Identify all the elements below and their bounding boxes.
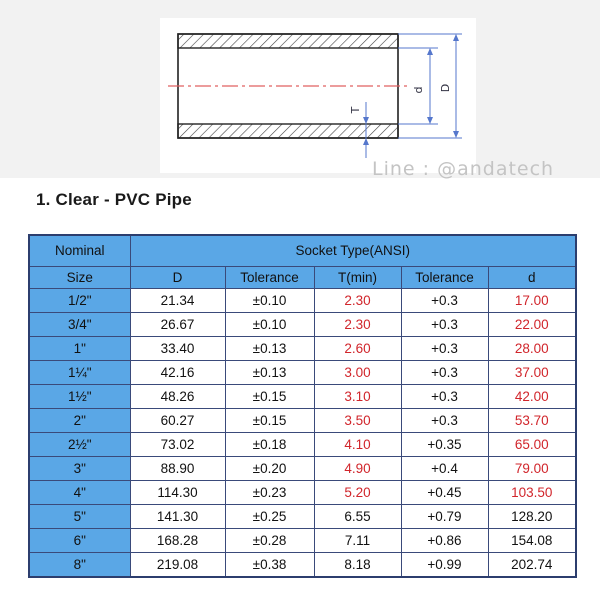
size-cell: 4" <box>29 480 130 504</box>
pipe-cross-section-drawing <box>160 18 476 173</box>
table-row <box>29 552 576 577</box>
T-min-cell: 3.50 <box>314 408 401 432</box>
d-cell: 128.20 <box>488 504 576 528</box>
tolerance-T-cell: +0.3 <box>401 312 488 336</box>
size-cell: 3/4" <box>29 312 130 336</box>
T-min-cell: 2.30 <box>314 288 401 312</box>
d-cell: 53.70 <box>488 408 576 432</box>
col-header-tolerance-D: Tolerance <box>225 266 314 288</box>
table-row <box>29 384 576 408</box>
tolerance-D-cell: ±0.15 <box>225 408 314 432</box>
T-min-cell: 2.30 <box>314 312 401 336</box>
d-cell: 37.00 <box>488 360 576 384</box>
D-cell: 168.28 <box>130 528 225 552</box>
T-min-cell: 7.11 <box>314 528 401 552</box>
table-row <box>29 336 576 360</box>
tolerance-D-cell: ±0.38 <box>225 552 314 577</box>
D-cell: 33.40 <box>130 336 225 360</box>
table-row <box>29 456 576 480</box>
table-row <box>29 288 576 312</box>
D-cell: 26.67 <box>130 312 225 336</box>
T-min-cell: 3.00 <box>314 360 401 384</box>
size-cell: 1" <box>29 336 130 360</box>
tolerance-D-cell: ±0.13 <box>225 360 314 384</box>
pipe-diagram <box>160 18 476 173</box>
D-cell: 48.26 <box>130 384 225 408</box>
d-cell: 28.00 <box>488 336 576 360</box>
tolerance-D-cell: ±0.28 <box>225 528 314 552</box>
tolerance-D-cell: ±0.15 <box>225 384 314 408</box>
size-cell: 2" <box>29 408 130 432</box>
T-min-cell: 4.10 <box>314 432 401 456</box>
d-cell: 103.50 <box>488 480 576 504</box>
tolerance-T-cell: +0.3 <box>401 336 488 360</box>
tolerance-T-cell: +0.45 <box>401 480 488 504</box>
header-row-columns <box>29 266 576 288</box>
size-cell: 6" <box>29 528 130 552</box>
table-row <box>29 408 576 432</box>
table-row <box>29 360 576 384</box>
D-cell: 219.08 <box>130 552 225 577</box>
table-row <box>29 528 576 552</box>
tolerance-T-cell: +0.99 <box>401 552 488 577</box>
D-cell: 141.30 <box>130 504 225 528</box>
size-header: Size <box>29 266 130 288</box>
tolerance-T-cell: +0.3 <box>401 288 488 312</box>
tolerance-D-cell: ±0.20 <box>225 456 314 480</box>
size-cell: 1/2" <box>29 288 130 312</box>
socket-type-header: Socket Type(ANSI) <box>130 235 576 266</box>
d-cell: 202.74 <box>488 552 576 577</box>
tolerance-T-cell: +0.3 <box>401 360 488 384</box>
D-cell: 21.34 <box>130 288 225 312</box>
D-cell: 88.90 <box>130 456 225 480</box>
col-header-d: d <box>488 266 576 288</box>
label-d: d <box>412 86 425 94</box>
T-min-cell: 8.18 <box>314 552 401 577</box>
tolerance-D-cell: ±0.10 <box>225 288 314 312</box>
pipe-spec-table <box>28 234 577 578</box>
size-cell: 1½" <box>29 384 130 408</box>
pipe-bottom-wall <box>178 124 398 138</box>
label-D: D <box>439 83 452 93</box>
size-cell: 5" <box>29 504 130 528</box>
watermark-text: Line : @andatech <box>372 158 555 180</box>
nominal-header: Nominal <box>29 235 130 266</box>
tolerance-T-cell: +0.4 <box>401 456 488 480</box>
T-min-cell: 5.20 <box>314 480 401 504</box>
tolerance-D-cell: ±0.23 <box>225 480 314 504</box>
header-row-group <box>29 235 576 266</box>
size-cell: 8" <box>29 552 130 577</box>
d-cell: 17.00 <box>488 288 576 312</box>
tolerance-T-cell: +0.86 <box>401 528 488 552</box>
tolerance-D-cell: ±0.10 <box>225 312 314 336</box>
table-row <box>29 480 576 504</box>
table-row <box>29 432 576 456</box>
T-min-cell: 4.90 <box>314 456 401 480</box>
size-cell: 3" <box>29 456 130 480</box>
tolerance-D-cell: ±0.25 <box>225 504 314 528</box>
tolerance-D-cell: ±0.18 <box>225 432 314 456</box>
tolerance-T-cell: +0.3 <box>401 408 488 432</box>
d-cell: 42.00 <box>488 384 576 408</box>
d-cell: 65.00 <box>488 432 576 456</box>
D-cell: 114.30 <box>130 480 225 504</box>
tolerance-T-cell: +0.3 <box>401 384 488 408</box>
col-header-T-min: T(min) <box>314 266 401 288</box>
d-cell: 154.08 <box>488 528 576 552</box>
tolerance-D-cell: ±0.13 <box>225 336 314 360</box>
page-title: 1. Clear - PVC Pipe <box>36 190 192 209</box>
size-cell: 1¼" <box>29 360 130 384</box>
T-min-cell: 3.10 <box>314 384 401 408</box>
pipe-top-wall <box>178 34 398 48</box>
D-cell: 73.02 <box>130 432 225 456</box>
label-T: T <box>349 106 362 114</box>
col-header-D: D <box>130 266 225 288</box>
table-row <box>29 504 576 528</box>
D-cell: 60.27 <box>130 408 225 432</box>
D-cell: 42.16 <box>130 360 225 384</box>
d-cell: 22.00 <box>488 312 576 336</box>
tolerance-T-cell: +0.79 <box>401 504 488 528</box>
col-header-tolerance-T: Tolerance <box>401 266 488 288</box>
T-min-cell: 6.55 <box>314 504 401 528</box>
d-cell: 79.00 <box>488 456 576 480</box>
table-row <box>29 312 576 336</box>
T-min-cell: 2.60 <box>314 336 401 360</box>
size-cell: 2½" <box>29 432 130 456</box>
tolerance-T-cell: +0.35 <box>401 432 488 456</box>
